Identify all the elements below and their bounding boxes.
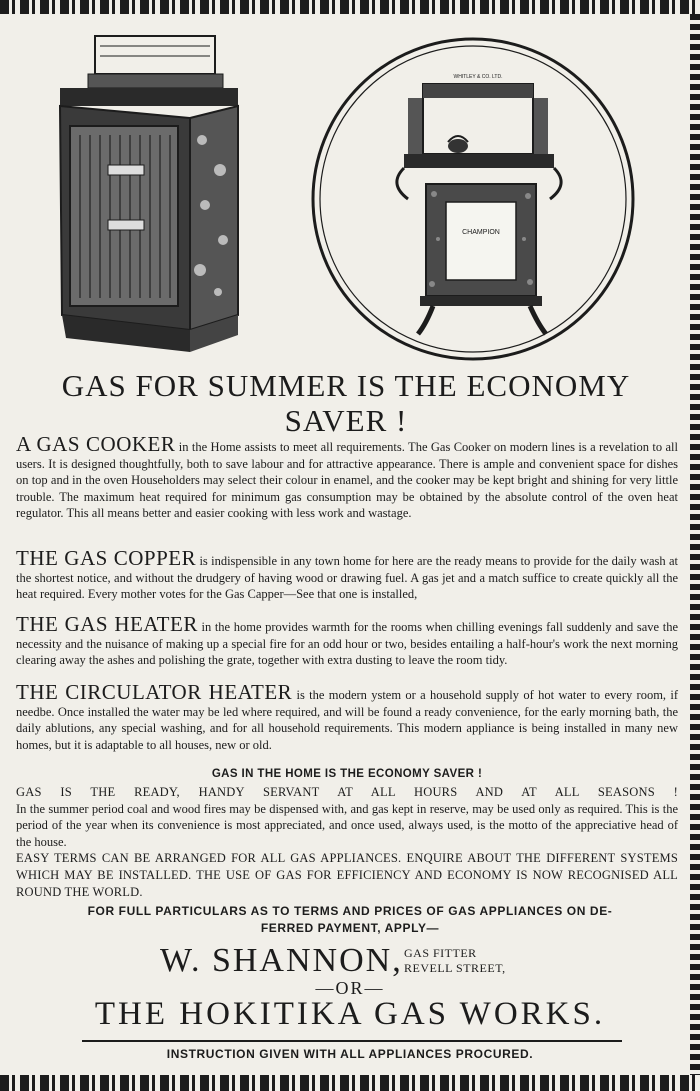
or-divider: —OR—	[315, 978, 385, 998]
servant-line: GAS IS THE READY, HANDY SERVANT AT ALL HOURS AND AT ALL SEASONS !	[16, 785, 678, 799]
bottom-border	[0, 1075, 700, 1091]
apply-notice	[30, 903, 670, 937]
terms-paragraph: EASY TERMS CAN BE ARRANGED FOR ALL GAS APPLIANCES. ENQUIRE ABOUT THE DIFFERENT SYSTEMS WHICH MAY BE INSTALLED. THE USE OF GAS FOR EFFICIENCY AND ECONOMY IS NOW RECOGNISED ALL ROUND THE WORLD.	[16, 851, 678, 899]
footer-rule	[82, 1040, 622, 1042]
gas-works-name: THE HOKITIKA GAS WORKS.	[94, 996, 606, 1032]
section-lead: THE GAS HEATER	[16, 612, 198, 636]
headline-line-1: GAS FOR SUMMER IS THE ECONOMY	[61, 368, 631, 403]
shannon-role: GAS FITTER	[404, 946, 477, 960]
instruction-footer: INSTRUCTION GIVEN WITH ALL APPLIANCES PROCURED.	[166, 1047, 534, 1061]
section-lead: THE GAS COPPER	[16, 546, 197, 570]
economy-subhead: GAS IN THE HOME IS THE ECONOMY SAVER !	[211, 768, 483, 780]
section-gas-heater	[16, 612, 678, 669]
range-box-label: WHITLEY & CO. LTD.	[453, 74, 503, 80]
headline-line-2: SAVER !	[284, 403, 408, 438]
right-border	[690, 14, 700, 1075]
gas-range-illustration	[308, 34, 638, 364]
shannon-name: W. SHANNON,	[160, 942, 403, 979]
section-gas-copper	[16, 546, 678, 603]
section-text: is the modern ystem or a household supply of hot water to every room, if needbe. Once installed the water may be led where required, and will be found a ready convenience, for the early morning bath, the daily ablutions, any special washing, and for all household requirements. This modern appliance is being installed in many new homes, but it is adaptable to all houses, new or old.	[16, 688, 679, 752]
headline	[12, 368, 680, 438]
summer-paragraph: In the summer period coal and wood fires may be dispensed with, and gas kept in reserve, may be used only as required. This is the period of the year when its convenience is most appreciated, and once used, always used, is the motto of the appreciative head of the house.	[16, 801, 678, 849]
section-text: is indispensible in any town home for here are the ready means to provide for the daily wash at the shortest notice, and without the drudgery of having wood or drawing fuel. A gas jet and a match suffice to create quickly all the heat required. Every mother votes for the Gas Capper—See that one is installed,	[16, 554, 678, 602]
section-text: in the home provides warmth for the rooms when chilling evenings fall suddenly and save the necessity and the nuisance of making up a special fire for an odd hour or two, besides entailing a half-hour's work the next morning clearing away the ashes and polishing the grate, together with extra dusting to leave the room tidy.	[16, 620, 678, 668]
shannon-street: REVELL STREET,	[404, 961, 506, 975]
apply-line-1: FOR FULL PARTICULARS AS TO TERMS AND PRICES OF GAS APPLIANCES ON DE-	[87, 904, 613, 918]
shannon-details	[404, 946, 506, 976]
section-circulator-heater	[16, 680, 679, 753]
section-lead: A GAS COOKER	[16, 432, 176, 456]
range-brand-label: CHAMPION	[462, 229, 500, 236]
section-gas-cooker	[16, 432, 678, 522]
section-lead: THE CIRCULATOR HEATER	[16, 680, 293, 704]
apply-line-2: FERRED PAYMENT, APPLY—	[260, 921, 440, 935]
section-text: in the Home assists to meet all requirements. The Gas Cooker on modern lines is a revelation to all users. It is designed thoughtfully, both to save labour and for attractive appearance. There is ample and convenient space for dishes on top and in the oven Householders may select their colour in enamel, and the cooker may be kept bright and shining for very little trouble. The maximum heat required for minimum gas consumption may be obtained by the absolute control of the oven heat regulator. This all means better and easier cooking with less work and wastage.	[16, 440, 678, 521]
economy-section	[16, 784, 678, 900]
gas-cooker-illustration	[40, 30, 255, 360]
top-border	[0, 0, 700, 14]
